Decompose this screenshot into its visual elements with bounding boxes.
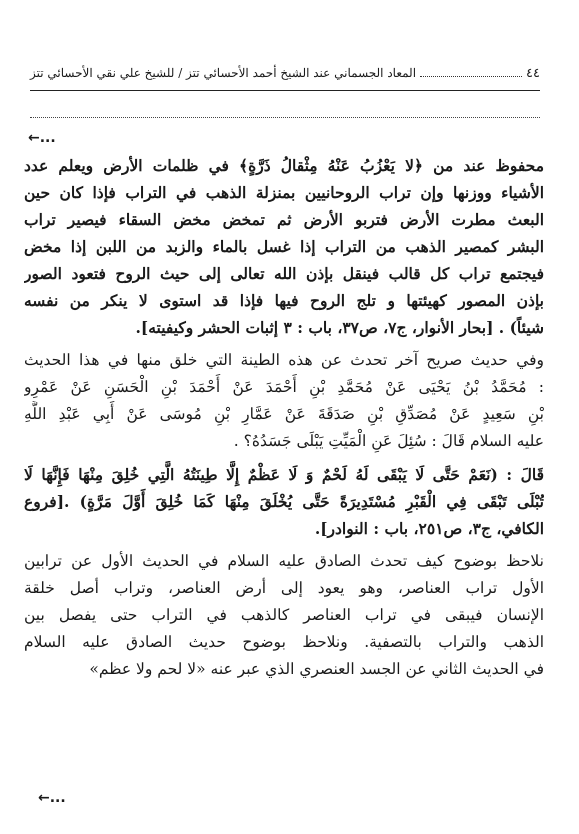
text-line: شيئاً) . [بحار الأنوار، ج٧، ص٣٧، باب : ٣ إثبات الحشر وكيفيته]. <box>135 318 544 337</box>
text-line: قَالَ : (نَعَمْ حَتَّى لَا يَبْقَى لَهُ لَحْمٌ وَ لَا عَظْمٌ إِلَّا طِينَتُهُ الَّتِي خُلِقَ مِنْهَا فَإِنَّهَا لَا <box>24 465 544 484</box>
page-number: ٤٤ <box>526 66 540 81</box>
text-line: بإذن المصور كهيئتها و تلج الروح فيها فإذا قد استوى لا ينكر من نفسه <box>24 291 544 310</box>
text-line: الأشياء ووزنها وإن تراب الروحانيين بمنزلة الذهب في التراب فإذا كان حين <box>24 183 544 202</box>
text-line: الذهب والتراب بالتصفية. ونلاحظ بوضوح حديث الصادق عليه السلام <box>24 633 544 651</box>
header-rule <box>30 90 540 91</box>
continue-arrow-bottom: ←... <box>38 790 66 806</box>
text-line: تُبْلَى تَبْقَى فِي الْقَبْرِ مُسْتَدِيرَةً حَتَّى يُخْلَقَ مِنْهَا كَمَا خُلِقَ أَوَّلَ مَرَّةٍ) .[فروع <box>24 492 544 511</box>
paragraph-hadith-intro <box>24 347 544 455</box>
text-line: الأول تراب العناصر، وهو يعود إلى أرض العناصر، وتراب أصل خلقة <box>24 579 544 597</box>
text-line: بْنِ سَعِيدٍ عَنْ مُصَدِّقِ بْنِ صَدَقَةَ عَنْ عَمَّارِ بْنِ مُوسَى عَنْ أَبِي عَبْدِ اللَّهِ <box>24 405 544 423</box>
text-line: : مُحَمَّدُ بْنُ يَحْيَى عَنْ مُحَمَّدِ بْنِ أَحْمَدَ عَنْ أَحْمَدَ بْنِ الْحَسَنِ عَنْ عَمْرِو <box>24 378 544 396</box>
text-line: فيجتمع تراب كل قالب فينقل بإذن الله تعالى إلى حيث الروح فتعود الصور <box>24 264 544 283</box>
header-dot-leader <box>420 75 522 77</box>
continue-arrow-top: ←... <box>28 130 56 146</box>
text-line: البعث مطرت الأرض فتربو الأرض ثم تمخض مخض السقاء فيصير تراب <box>24 210 544 229</box>
body-text <box>24 152 544 683</box>
paragraph-hadith-answer <box>24 461 544 542</box>
text-line: محفوظ عند من ﴿لا يَعْزُبُ عَنْهُ مِثْقالُ ذَرَّةٍ﴾ في ظلمات الأرض ويعلم عدد <box>24 156 544 175</box>
text-line: نلاحظ بوضوح كيف تحدث الصادق عليه السلام في الحديث الأول عن ترابين <box>24 552 544 570</box>
text-line: الإنسان فيبقى في تراب العناصر كالذهب في التراب حتى يفصل بين <box>24 606 544 624</box>
running-header <box>30 66 540 82</box>
text-line: عليه السلام قَالَ : سُئِلَ عَنِ الْمَيِّتِ يَبْلَى جَسَدُهُ؟ . <box>233 432 544 450</box>
text-line: البشر كمصير الذهب من التراب إذا غسل بالماء والزبد من اللبن إذا مخض <box>24 237 544 256</box>
text-line: في الحديث الثاني عن الجسد العنصري الذي عبر عنه «لا لحم ولا عظم» <box>89 660 544 678</box>
text-line: وفي حديث صريح آخر تحدث عن هذه الطينة التي خلق منها في هذا الحديث <box>24 351 544 369</box>
text-line: الكافي، ج٣، ص٢٥١، باب : النوادر]. <box>314 519 544 538</box>
paragraph-quote-block <box>24 152 544 341</box>
dotted-rule-top <box>30 117 540 118</box>
running-title: المعاد الجسماني عند الشيخ أحمد الأحسائي تتز / للشيخ علي نقي الأحسائي تتز <box>30 66 417 80</box>
paragraph-commentary <box>24 548 544 683</box>
